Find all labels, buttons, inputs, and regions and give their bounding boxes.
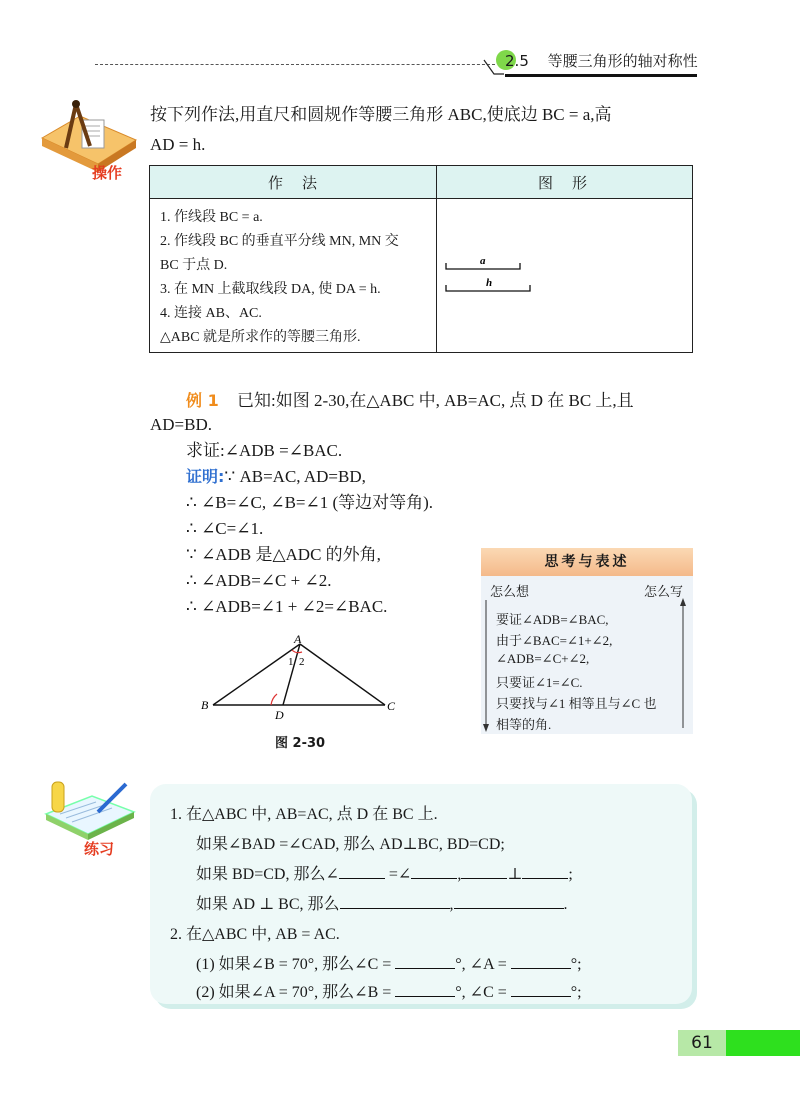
exercise-q1-line3 bbox=[196, 860, 573, 890]
table-header-method: 作 法 bbox=[268, 174, 320, 192]
edge-ab bbox=[213, 644, 300, 705]
think-right-head: 怎么写 bbox=[644, 585, 684, 600]
q1-line3-text: ; bbox=[568, 866, 573, 883]
header-rule bbox=[505, 74, 697, 77]
exercise-q2: 2. 在△ABC 中, AB = AC. bbox=[170, 926, 340, 943]
angle-arc-d bbox=[271, 694, 277, 705]
example-label: 例 1 bbox=[186, 391, 219, 410]
q1-line4-text: , bbox=[449, 896, 454, 913]
step-line: 2. 作线段 BC 的垂直平分线 MN, MN 交 bbox=[160, 234, 399, 249]
point-label-a: A bbox=[294, 632, 302, 646]
q2-1-text: °; bbox=[570, 956, 582, 973]
triangle-figure bbox=[195, 632, 405, 722]
construction-steps bbox=[160, 206, 438, 350]
angle-label-2: 2 bbox=[299, 656, 305, 668]
example-text: 已知:如图 2-30,在△ABC 中, AB=AC, 点 D 在 BC 上,且 bbox=[236, 391, 634, 410]
q2-2-text: °, ∠C = bbox=[455, 984, 507, 1001]
angle-arc-a bbox=[292, 650, 302, 653]
q1-line3-text: , bbox=[457, 866, 462, 883]
example-line2: AD=BD. bbox=[150, 415, 213, 434]
operation-intro bbox=[150, 100, 700, 160]
section-title: 等腰三角形的轴对称性 bbox=[547, 52, 698, 70]
answer-blank[interactable] bbox=[339, 860, 385, 879]
exercise-q1-line4 bbox=[196, 890, 568, 920]
header-dashed-rule bbox=[95, 64, 495, 65]
page-number: 61 bbox=[678, 1030, 726, 1056]
exercise-q1: 1. 在△ABC 中, AB=AC, 点 D 在 BC 上. bbox=[170, 806, 438, 823]
segment-h-label: h bbox=[486, 277, 493, 289]
think-left-head: 怎么想 bbox=[490, 585, 530, 600]
think-line: 只要找与∠1 相等且与∠C 也 bbox=[496, 696, 657, 711]
think-line: 相等的角. bbox=[496, 717, 552, 732]
proof-line-6: ∴ ∠ADB=∠1 + ∠2=∠BAC. bbox=[186, 597, 388, 616]
q2-1-text: °, ∠A = bbox=[455, 956, 507, 973]
think-line: ∠ADB=∠C+∠2, bbox=[496, 651, 590, 666]
segment-a-label: a bbox=[480, 255, 486, 267]
q2-2-text: (2) 如果∠A = 70°, 那么∠B = bbox=[196, 984, 392, 1001]
step-line: BC 于点 D. bbox=[160, 258, 228, 273]
think-line: 只要证∠1=∠C. bbox=[496, 675, 583, 690]
step-line: 3. 在 MN 上截取线段 DA, 使 DA = h. bbox=[160, 282, 381, 297]
answer-blank[interactable] bbox=[522, 860, 568, 879]
answer-blank[interactable] bbox=[511, 950, 571, 969]
construction-table bbox=[149, 165, 693, 353]
operation-intro-line1: 按下列作法,用直尺和圆规作等腰三角形 ABC,使底边 BC = a,高 bbox=[150, 105, 612, 124]
exercise-q2-1 bbox=[196, 950, 582, 980]
figure-caption: 图 2-30 bbox=[275, 736, 326, 751]
notebook-pencil-icon bbox=[40, 778, 140, 858]
q1-line3-text: 如果 BD=CD, 那么∠ bbox=[196, 866, 339, 883]
table-header-figure: 图 形 bbox=[538, 174, 590, 192]
section-number-rest: .5 bbox=[514, 52, 529, 70]
answer-blank[interactable] bbox=[511, 978, 571, 997]
exercise-q2-2 bbox=[196, 978, 582, 1008]
edge-ac bbox=[300, 644, 385, 705]
example-line1 bbox=[186, 388, 634, 414]
proof-line-4: ∵ ∠ADB 是△ADC 的外角, bbox=[186, 545, 381, 564]
point-label-d: D bbox=[275, 708, 284, 722]
angle-label-1: 1 bbox=[288, 656, 294, 668]
proof-label: 证明: bbox=[186, 467, 225, 486]
proof-line-3: ∴ ∠C=∠1. bbox=[186, 519, 264, 538]
section-number: 2 bbox=[505, 52, 515, 70]
think-line: 由于∠BAC=∠1+∠2, bbox=[496, 633, 613, 648]
point-label-c: C bbox=[387, 699, 396, 713]
page-number-bar bbox=[726, 1030, 800, 1056]
prove-statement: 求证:∠ADB =∠BAC. bbox=[186, 441, 343, 460]
answer-blank[interactable] bbox=[395, 950, 455, 969]
section-header bbox=[505, 50, 698, 71]
exercise-q1-line2: 如果∠BAD =∠CAD, 那么 AD⊥BC, BD=CD; bbox=[196, 836, 505, 853]
q1-line4-text: 如果 AD ⊥ BC, 那么 bbox=[196, 896, 340, 913]
q1-line4-text: . bbox=[563, 896, 568, 913]
answer-blank[interactable] bbox=[411, 860, 457, 879]
q1-line3-text: ⊥ bbox=[507, 866, 523, 883]
given-segments bbox=[440, 251, 540, 295]
step-line: 1. 作线段 BC = a. bbox=[160, 210, 263, 225]
step-line: △ABC 就是所求作的等腰三角形. bbox=[160, 330, 361, 345]
answer-blank[interactable] bbox=[454, 890, 564, 909]
q2-2-text: °; bbox=[570, 984, 582, 1001]
point-label-b: B bbox=[201, 698, 209, 712]
operation-icon-label: 操作 bbox=[92, 164, 123, 182]
proof-line-1 bbox=[186, 464, 366, 490]
operation-intro-line2: AD = h. bbox=[150, 135, 206, 154]
q2-1-text: (1) 如果∠B = 70°, 那么∠C = bbox=[196, 956, 392, 973]
step-line: 4. 连接 AB、AC. bbox=[160, 306, 262, 321]
answer-blank[interactable] bbox=[340, 890, 450, 909]
think-line: 要证∠ADB=∠BAC, bbox=[496, 612, 609, 627]
answer-blank[interactable] bbox=[395, 978, 455, 997]
exercise-icon-label: 练习 bbox=[84, 840, 115, 858]
q1-line3-text: =∠ bbox=[388, 866, 412, 883]
compass-icon bbox=[40, 98, 140, 184]
table-header-row bbox=[150, 166, 692, 199]
proof-line-2: ∴ ∠B=∠C, ∠B=∠1 (等边对等角). bbox=[186, 493, 434, 512]
answer-blank[interactable] bbox=[461, 860, 507, 879]
proof-text: ∵ AB=AC, AD=BD, bbox=[224, 467, 366, 486]
proof-line-5: ∴ ∠ADB=∠C + ∠2. bbox=[186, 571, 332, 590]
think-box-title: 思考与表述 bbox=[481, 548, 693, 576]
